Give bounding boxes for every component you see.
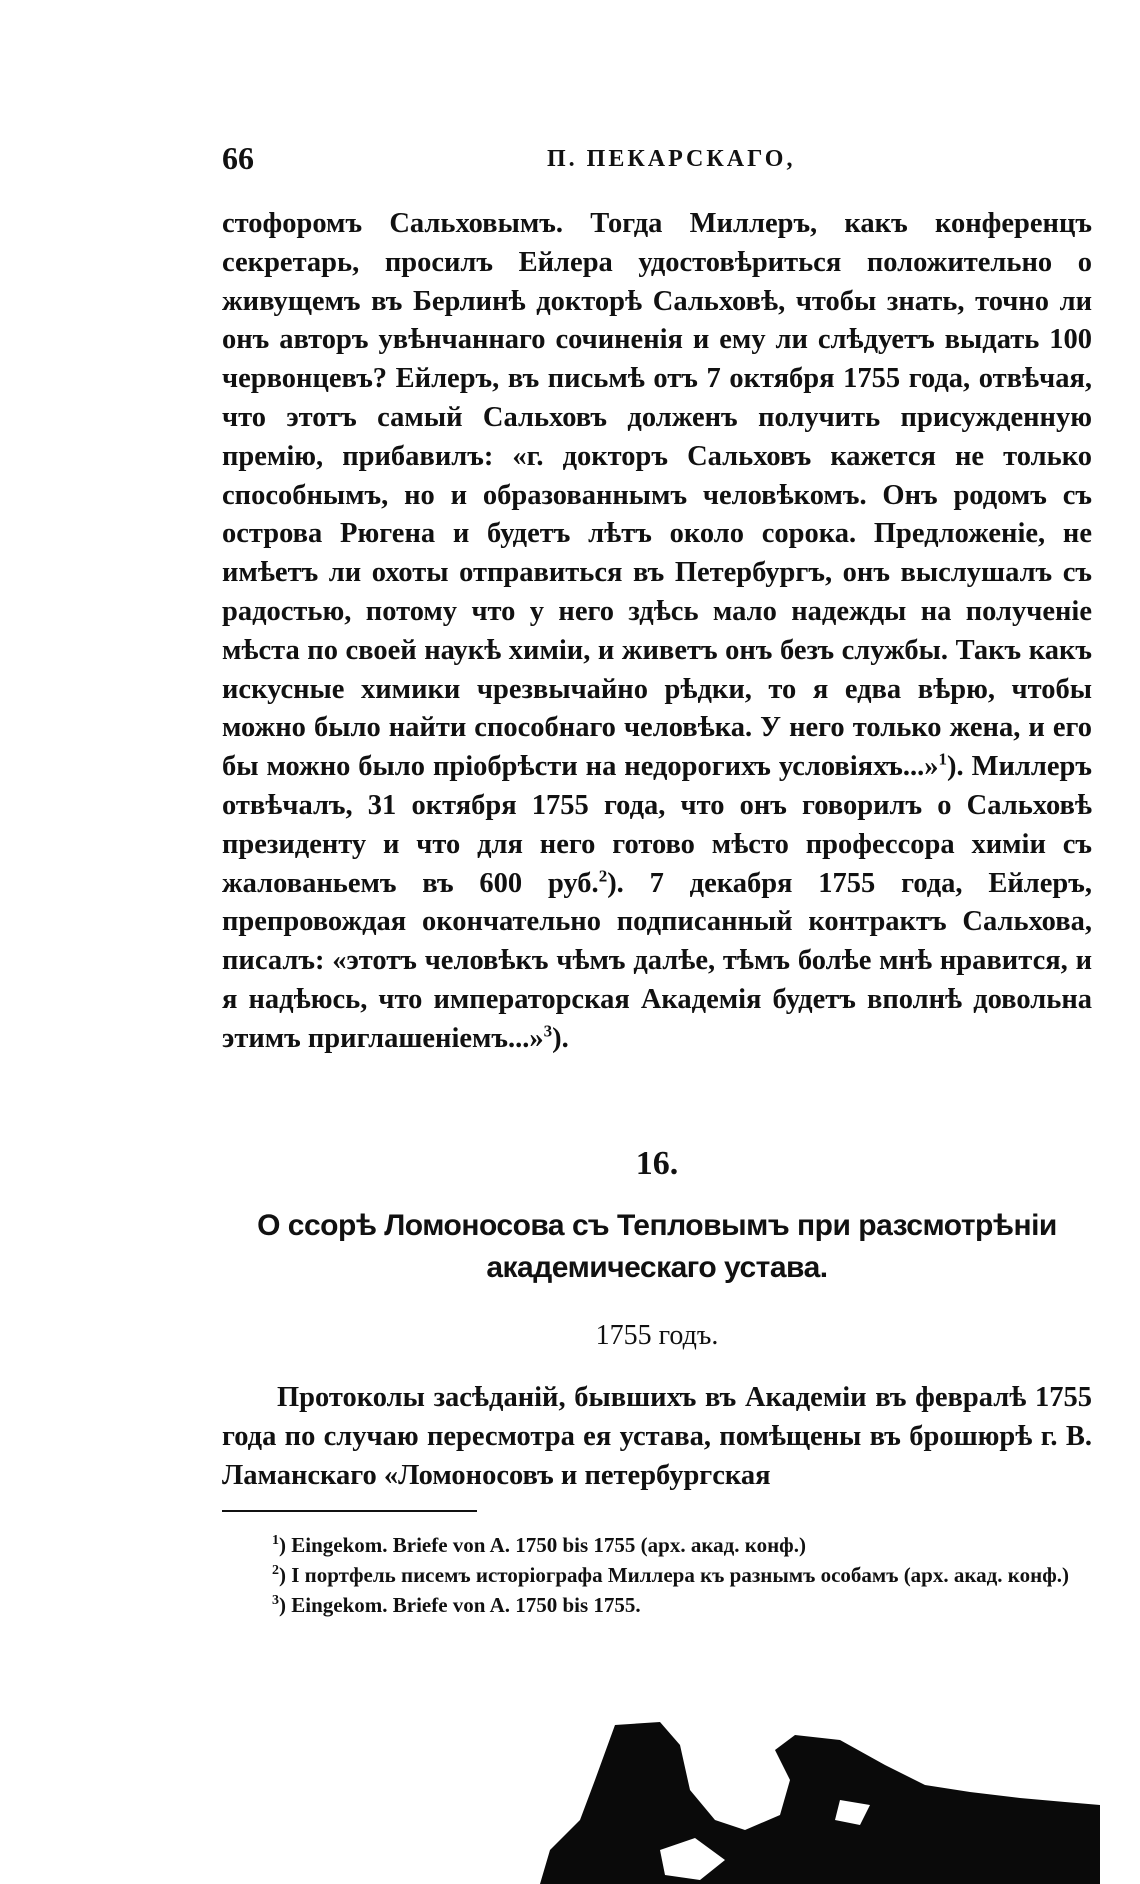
running-head: П. ПЕКАРСКАГО, xyxy=(547,146,796,172)
paragraph-text: ). Миллеръ отвѣчалъ, 31 октября 1755 года, что онъ говорилъ о Сальховѣ президенту и что для него готово мѣсто профессора химіи съ жалованьемъ въ 600 руб. xyxy=(222,751,1092,899)
section-year: 1755 годъ. xyxy=(595,1320,719,1351)
footnote-2 xyxy=(222,1560,1092,1590)
footnote-text: ) Eingekom. Briefe von A. 1750 bis 1755 (арх. акад. конф.) xyxy=(279,1533,806,1557)
footnote-text: ) Eingekom. Briefe von A. 1750 bis 1755. xyxy=(279,1593,641,1617)
footnote-3 xyxy=(222,1590,1092,1620)
footnote-text: ) I портфель писемъ исторіографа Миллера къ разнымъ особамъ (арх. акад. конф.) xyxy=(279,1563,1069,1587)
footnote-mark: 1 xyxy=(272,1533,279,1548)
paragraph-text: ). xyxy=(552,1022,569,1054)
library-stamp-blot xyxy=(540,1710,1100,1884)
footnote-ref-2: 2 xyxy=(598,866,608,886)
page-number: 66 xyxy=(222,140,254,176)
paragraph xyxy=(222,205,1092,1059)
main-paragraph xyxy=(222,205,1092,1059)
footnote-ref-3: 3 xyxy=(543,1021,553,1041)
footnotes xyxy=(222,1530,1092,1620)
footnote-mark: 3 xyxy=(272,1593,279,1608)
section-paragraph: Протоколы засѣданій, бывшихъ въ Академіи въ февралѣ 1755 года по случаю пересмотра ея устава, помѣщены въ брошюрѣ г. В. Ламанскаго «Ломоносовъ и петербургская xyxy=(222,1382,1092,1491)
footnote-divider xyxy=(222,1510,477,1512)
page-header xyxy=(222,140,1092,180)
footnote-1 xyxy=(222,1530,1092,1560)
paragraph-text: стофоромъ Сальховымъ. Тогда Миллеръ, какъ конференцъ секретарь, просилъ Ейлера удостовѣриться положительно о живущемъ въ Берлинѣ докторѣ Сальховѣ, чтобы знать, точно ли онъ авторъ увѣнчаннаго сочиненія и ему ли слѣдуетъ выдать 100 червонцевъ? Ейлеръ, въ письмѣ отъ 7 октября 1755 года, отвѣчая, что этотъ самый Сальховъ долженъ получить присужденную премію, прибавилъ: «г. докторъ Сальховъ кажется не только способнымъ, но и образованнымъ человѣкомъ. Онъ родомъ съ острова Рюгена и будетъ лѣтъ около сорока. Предложеніе, не имѣетъ ли охоты отправиться въ Петербургъ, онъ выслушалъ съ радостью, потому что у него здѣсь мало надежды на полученіе мѣста по своей наукѣ химіи, и живетъ онъ безъ службы. Такъ какъ искусные химики чрезвычайно рѣдки, то я едва вѣрю, чтобы можно было найти способнаго человѣка. У него только жена, и его бы можно было пріобрѣсти на недорогихъ условіяхъ...» xyxy=(222,208,1092,783)
section-number: 16. xyxy=(635,1145,679,1182)
paragraph-text: ). 7 декабря 1755 года, Ейлеръ, препровождая окончательно подписанный контрактъ Сальхова, писалъ: «этотъ человѣкъ чѣмъ далѣе, тѣмъ болѣе мнѣ нравится, и я надѣюсь, что императорская Академія будетъ вполнѣ довольна этимъ приглашеніемъ...» xyxy=(222,867,1092,1054)
footnote-ref-1: 1 xyxy=(938,749,948,769)
footnote-mark: 2 xyxy=(272,1563,279,1578)
section-title: О ссорѣ Ломоносова съ Тепловымъ при разсмотрѣніи академическаго устава. xyxy=(257,1209,1057,1284)
